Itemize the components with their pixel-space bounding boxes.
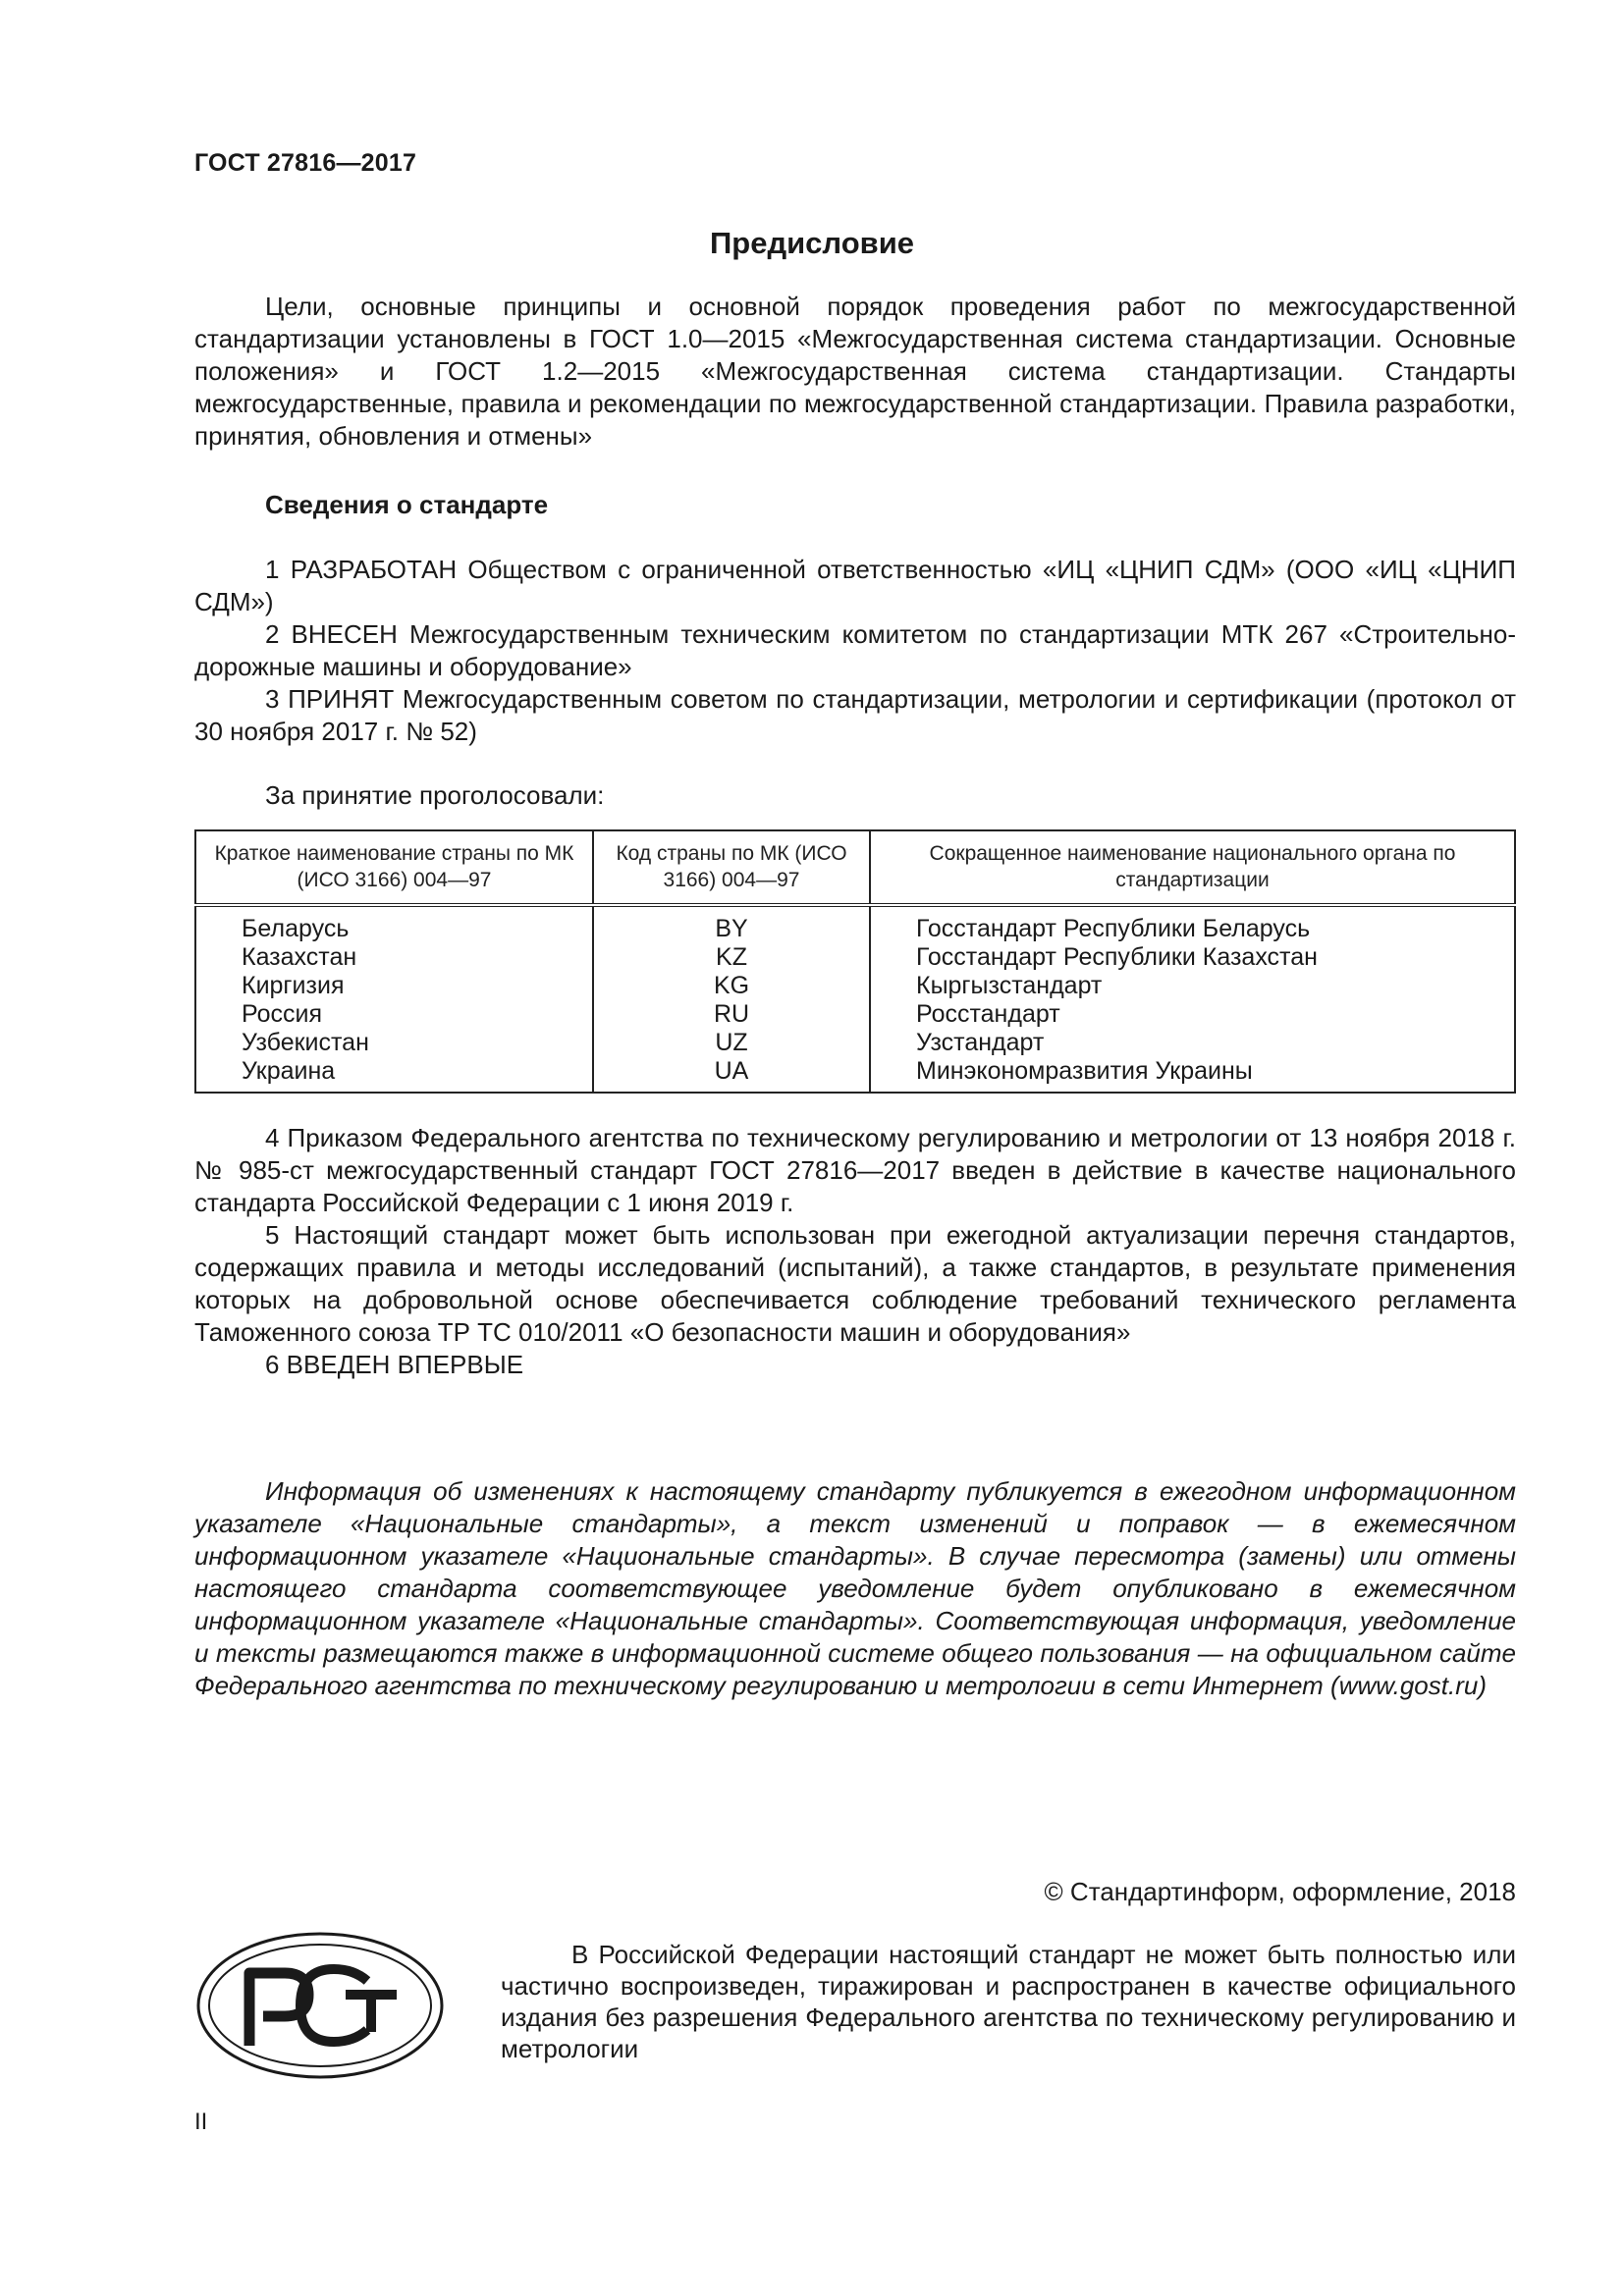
rst-certification-mark-icon	[194, 1930, 446, 2081]
changes-notice-text: Информация об изменениях к настоящему стандарту публикуется в ежегодном информационном указателе «Национальные стандарты», а текст изменений и поправок — в ежемесячном информационном указателе «Национальные стандарты». В случае пересмотра (замены) или отмены настоящего стандарта соответствующее уведомление будет опубликовано в ежемесячном информационном указателе «Национальные стандарты». Соответствующая информация, уведомление и тексты размещаются также в информационной системе общего пользования — на официальном сайте Федерального агентства по техническому регулированию и метрологии в сети Интернет (www.gost.ru)	[194, 1476, 1516, 1700]
table-row	[195, 1057, 1515, 1093]
info-item-3: 3 ПРИНЯТ Межгосударственным советом по стандартизации, метрологии и сертификации (протокол от 30 ноября 2017 г. № 52)	[194, 684, 1516, 746]
voting-table-header	[195, 830, 1515, 905]
info-item-4: 4 Приказом Федерального агентства по техническому регулированию и метрологии от 13 ноября 2018 г. № 985-ст межгосударственный стандарт ГОСТ 27816—2017 введен в действие в качестве национального стандарта Российской Федерации с 1 июня 2019 г.	[194, 1123, 1516, 1217]
body-cell: Минэкономразвития Украины	[870, 1057, 1515, 1093]
vote-label: За принятие проголосовали:	[265, 780, 605, 810]
country-cell: Казахстан	[195, 943, 593, 972]
country-cell: Узбекистан	[195, 1029, 593, 1057]
code-cell: UZ	[593, 1029, 870, 1057]
table-row	[195, 972, 1515, 1000]
copyright-line: © Стандартинформ, оформление, 2018	[1044, 1877, 1516, 1906]
preface-title: Предисловие	[709, 226, 914, 260]
body-cell: Госстандарт Республики Беларусь	[870, 905, 1515, 943]
country-cell: Беларусь	[195, 905, 593, 943]
logo-outer-ellipse	[198, 1934, 442, 2077]
info-item-1: 1 РАЗРАБОТАН Обществом с ограниченной ответственностью «ИЦ «ЦНИП СДМ» (ООО «ИЦ «ЦНИП СДМ»)	[194, 555, 1516, 616]
info-item-5: 5 Настоящий стандарт может быть использован при ежегодной актуализации перечня стандартов, содержащих правила и методы исследований (испытаний), а также стандартов, в результате применения которых на добровольной основе обеспечивается соблюдение требований технического регламента Таможенного союза ТР ТС 010/2011 «О безопасности машин и оборудования»	[194, 1220, 1516, 1347]
body-cell: Госстандарт Республики Казахстан	[870, 943, 1515, 972]
standard-info-items	[194, 554, 1516, 748]
standard-info-heading: Сведения о стандарте	[265, 490, 549, 519]
voting-table	[194, 829, 1516, 1094]
info-item-6: 6 ВВЕДЕН ВПЕРВЫЕ	[265, 1350, 524, 1379]
document-code-header: ГОСТ 27816—2017	[194, 149, 417, 177]
rights-text: В Российской Федерации настоящий стандарт не может быть полностью или частично воспроизведен, тиражирован и распространен в качестве официального издания без разрешения Федерального агентства по техническому регулированию и метрологии	[501, 1940, 1516, 2063]
code-cell: KG	[593, 972, 870, 1000]
changes-notice	[194, 1475, 1516, 1702]
table-row	[195, 1000, 1515, 1029]
preface-intro-text: Цели, основные принципы и основной порядок проведения работ по межгосударственной стандартизации установлены в ГОСТ 1.0—2015 «Межгосударственная система стандартизации. Основные положения» и ГОСТ 1.2—2015 «Межгосударственная система стандартизации. Стандарты межгосударственные, правила и рекомендации по межгосударственной стандартизации. Правила разработки, принятия, обновления и отмены»	[194, 292, 1516, 451]
body-cell: Росстандарт	[870, 1000, 1515, 1029]
country-cell: Киргизия	[195, 972, 593, 1000]
col-header-body: Сокращенное наименование национального органа по стандартизации	[870, 830, 1515, 905]
country-cell: Россия	[195, 1000, 593, 1029]
page-number: II	[194, 2109, 208, 2135]
code-cell: KZ	[593, 943, 870, 972]
body-cell: Узстандарт	[870, 1029, 1515, 1057]
col-header-code: Код страны по МК (ИСО 3166) 004—97	[593, 830, 870, 905]
code-cell: BY	[593, 905, 870, 943]
col-header-country: Краткое наименование страны по МК (ИСО 3166) 004—97	[195, 830, 593, 905]
code-cell: RU	[593, 1000, 870, 1029]
code-cell: UA	[593, 1057, 870, 1093]
logo-letter-t	[346, 1995, 397, 2032]
table-row	[195, 1029, 1515, 1057]
info-item-2: 2 ВНЕСЕН Межгосударственным техническим комитетом по стандартизации МТК 267 «Строительно-дорожные машины и оборудование»	[194, 619, 1516, 681]
table-row	[195, 943, 1515, 972]
logo-inner-ellipse	[209, 1945, 431, 2066]
standard-info-items-continued	[194, 1122, 1516, 1381]
country-cell: Украина	[195, 1057, 593, 1093]
table-row	[195, 905, 1515, 943]
reproduction-rights-notice	[501, 1939, 1516, 2064]
body-cell: Кыргызстандарт	[870, 972, 1515, 1000]
preface-intro	[194, 291, 1516, 453]
